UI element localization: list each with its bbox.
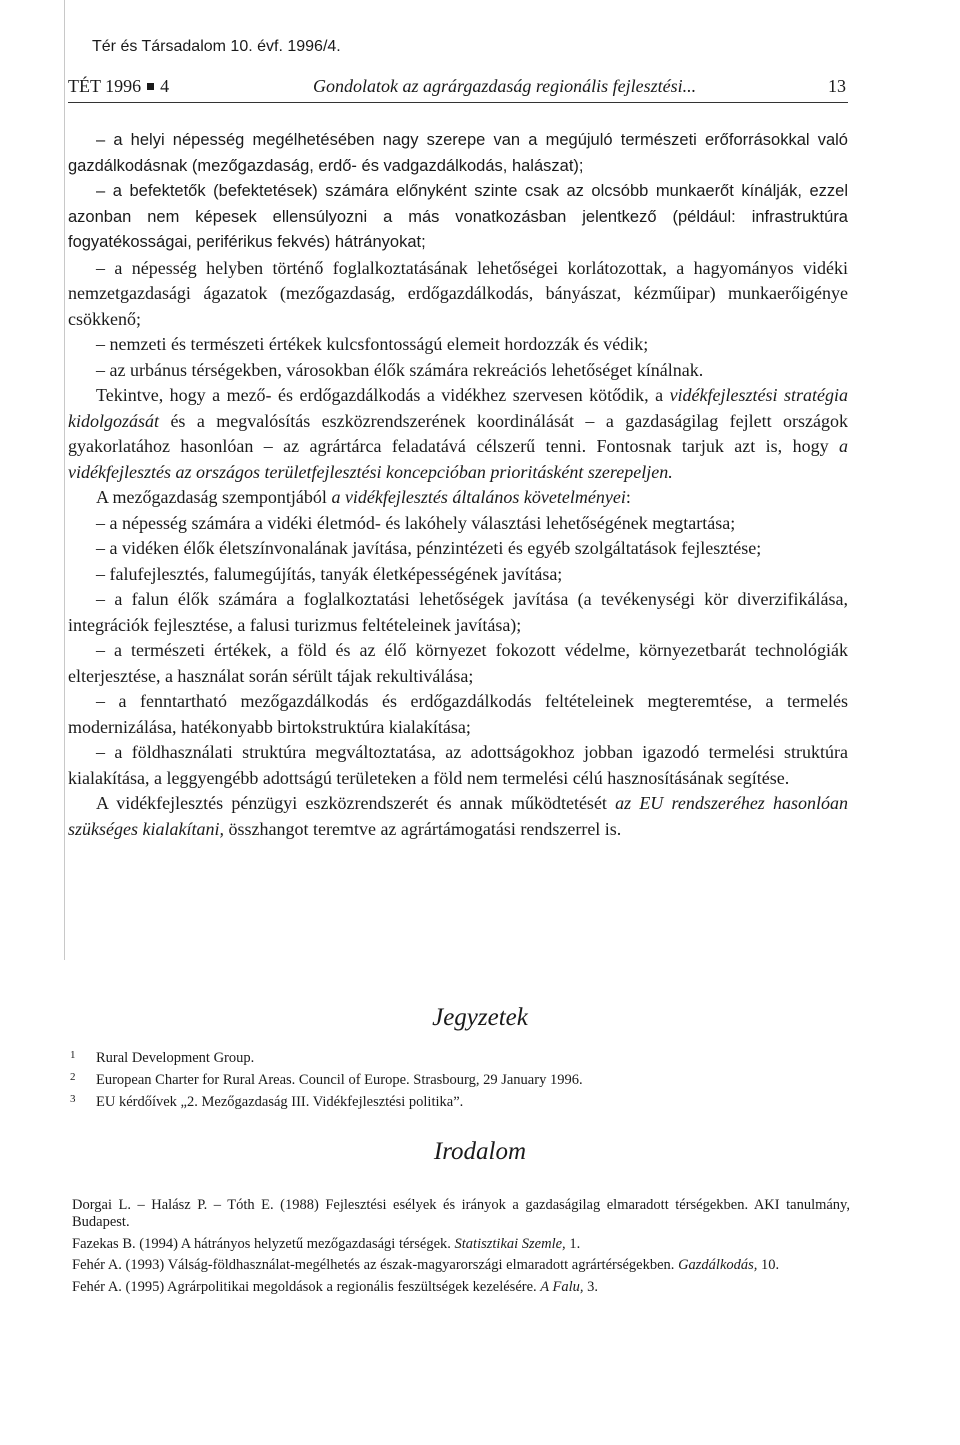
page-number: 13 — [828, 76, 846, 96]
paragraph — [68, 791, 848, 842]
references-list — [72, 1197, 850, 1296]
list-item: – a földhasználati struktúra megváltoztatása, az adottságokhoz jobban igazodó termelési struktúra kialakítása, a leggyengébb adottságú területeken a föld nem termelési célú hasznosításának segítése. — [68, 742, 848, 788]
reference-source: Statisztikai Szemle, — [454, 1236, 566, 1252]
list-item: – nemzeti és természeti értékek kulcsfontosságú elemeit hordozzák és védik; — [96, 334, 649, 354]
list-item: – a befektetők (befektetések) számára előnyként szinte csak az olcsóbb munkaerőt kínálják, ezzel azonban nem képesek ellensúlyozni a más vonatkozásban jelentkező (például: infrastruktúra fogyatékosságai, periférikus fekvés) hátrányokat; — [68, 182, 848, 251]
list-item: – a népesség számára a vidéki életmód- és lakóhely választási lehetőségének megtartása; — [96, 512, 736, 533]
footnote-text: Rural Development Group. — [96, 1050, 255, 1066]
reference-text: Dorgai L. – Halász P. – Tóth E. (1988) Fejlesztési esélyek és irányok a gazdaságilag elmaradott térségekben. AKI tanulmány, Budapest. — [72, 1197, 850, 1230]
list-item: – a helyi népesség megélhetésében nagy szerepe van a megújuló természeti erőforrásokkal való gazdálkodásnak (mezőgazdaság, erdő- és vadgazdálkodás, halászat); — [68, 131, 848, 175]
notes-heading: Jegyzetek — [432, 1004, 528, 1031]
notes-list — [68, 1047, 848, 1113]
text-run: és a megvalósítás eszközrendszerének koordinálását – a gazdaságilag fejlett országok gyakorlatához hasonlóan – az agrártárca feladatává célszerű tenni. Fontosnak tarjuk azt is, hogy — [68, 410, 848, 456]
list-item: – az urbánus térségekben, városokban élők számára rekreációs lehetőséget kínálnak. — [96, 359, 704, 380]
reference-entry — [72, 1236, 850, 1253]
list-item: – a fenntartható mezőgazdálkodás és erdőgazdálkodás feltételeinek megteremtése, a termelés modernizálása, hatékonyabb birtokstruktúra kialakítása; — [68, 691, 848, 737]
reference-entry — [72, 1279, 850, 1296]
text-run: Tekintve, hogy a mező- és erdőgazdálkodás a vidékhez szervesen kötődik, a — [96, 385, 670, 405]
reference-issue: 10. — [757, 1257, 780, 1273]
footnote — [68, 1047, 848, 1069]
paragraph — [68, 485, 848, 511]
footnote-text: EU kérdőívek „2. Mezőgazdaság III. Vidékfejlesztési politika”. — [96, 1094, 464, 1110]
footnote — [68, 1069, 848, 1091]
reference-issue: 3. — [583, 1279, 599, 1295]
paragraph — [68, 383, 848, 485]
text-run: A mezőgazdaság szempontjából — [96, 487, 332, 507]
reference-issue: 1. — [565, 1236, 581, 1252]
reference-source: Gazdálkodás, — [678, 1257, 758, 1273]
square-bullet-icon — [147, 83, 154, 90]
footnote-text: European Charter for Rural Areas. Council of Europe. Strasbourg, 29 January 1996. — [96, 1072, 583, 1088]
references-heading: Irodalom — [433, 1138, 527, 1165]
footnote-number: 3 — [70, 1093, 76, 1105]
reference-text: Fazekas B. (1994) A hátrányos helyzetű mezőgazdasági térségek. — [72, 1236, 455, 1252]
left-margin-rule — [64, 0, 65, 960]
list-item: – a természeti értékek, a föld és az élő környezet fokozott védelme, környezetbarát technológiák elterjesztése, a használat során sérült tájak rekultiválása; — [68, 640, 848, 686]
list-item: – falufejlesztés, falumegújítás, tanyák életképességének javítása; — [96, 563, 563, 584]
list-item: – a népesség helyben történő foglalkoztatásának lehetőségei korlátozottak, a hagyományos vidéki nemzetgazdasági ágazatok (mezőgazdaság, erdőgazdálkodás, bányászat, kézműipar) munkaerőigénye csökkenő; — [68, 257, 848, 329]
footnote-number: 1 — [70, 1049, 76, 1061]
emphasis: az EU rendszeréhez hasonlóan szükséges kialakítani, — [68, 793, 849, 839]
journal-name: TÉT 1996 — [68, 76, 142, 96]
running-article-title: Gondolatok az agrárgazdaság regionális fejlesztési... — [313, 76, 697, 96]
footnote — [68, 1091, 848, 1113]
list-item: – a vidéken élők életszínvonalának javítása, pénzintézeti és egyéb szolgáltatások fejlesztése; — [96, 538, 762, 558]
journal-mark — [68, 76, 169, 97]
issue-number: 4 — [160, 76, 170, 96]
reference-text: Fehér A. (1995) Agrárpolitikai megoldások a regionális feszültségek kezelésére. — [72, 1279, 541, 1295]
text-run: összhangot teremtve az agrártámogatási rendszerrel is. — [223, 818, 622, 839]
reference-source: A Falu, — [540, 1279, 584, 1295]
reference-text: Fehér A. (1993) Válság-földhasználat-megélhetés az észak-magyarországi elmaradott agrártérségekben. — [72, 1257, 679, 1273]
text-run: A vidékfejlesztés pénzügyi eszközrendszerét és annak működtetését — [96, 793, 616, 813]
reference-entry — [72, 1257, 850, 1274]
list-item: – a falun élők számára a foglalkoztatási lehetőségek javítása (a tevékenységi kör diverzifikálása, integrációk fejlesztése, a falusi turizmus feltételeinek javítása); — [68, 589, 848, 635]
text-run: : — [625, 487, 631, 507]
footnote-number: 2 — [70, 1071, 76, 1083]
emphasis: a vidékfejlesztés az országos területfejlesztési koncepcióban prioritásként szerepeljen. — [68, 436, 848, 482]
emphasis: vidékfejlesztési stratégia kidolgozását — [68, 385, 848, 431]
running-head — [68, 76, 848, 103]
source-reference: Tér és Társadalom 10. évf. 1996/4. — [92, 38, 341, 55]
main-text — [68, 128, 848, 842]
emphasis: a vidékfejlesztés általános követelményei — [331, 487, 626, 507]
reference-entry — [72, 1197, 850, 1231]
